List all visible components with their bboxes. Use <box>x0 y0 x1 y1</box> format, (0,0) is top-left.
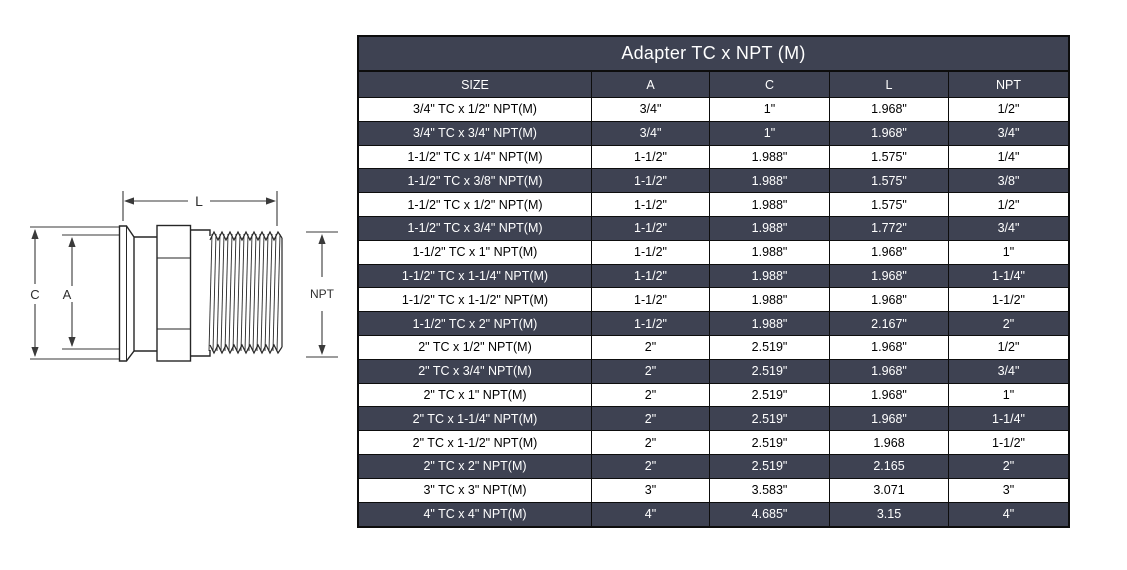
table-cell: 3.15 <box>830 503 949 527</box>
header-cell-npt: NPT <box>996 77 1021 92</box>
table-cell: 3" <box>592 479 710 502</box>
table-cell: 1" <box>710 122 830 145</box>
table-row <box>359 122 1068 146</box>
table-title: Adapter TC x NPT (M) <box>359 37 1068 72</box>
table-cell: 1.968" <box>830 336 949 359</box>
table-cell: 2" TC x 1/2" NPT(M) <box>359 336 592 359</box>
table-cell: 1-1/2" <box>592 193 710 216</box>
dim-label-l: L <box>195 193 203 209</box>
table-cell: 1-1/2" <box>992 292 1025 307</box>
table-row <box>359 288 1068 312</box>
table-cell: 4.685" <box>710 503 830 527</box>
table-row <box>359 407 1068 431</box>
table-cell: 4" <box>1002 507 1015 522</box>
npt-threads <box>209 232 282 353</box>
table-cell: 1" <box>710 98 830 121</box>
table-cell: 3" TC x 3" NPT(M) <box>359 479 592 502</box>
table-cell: 2.519" <box>710 336 830 359</box>
table-cell: 1.968" <box>830 98 949 121</box>
table-cell: 2" TC x 3/4" NPT(M) <box>359 360 592 383</box>
table-cell: 2" TC x 1" NPT(M) <box>359 384 592 407</box>
table-cell: 1.988" <box>710 193 830 216</box>
dim-label-npt: NPT <box>310 287 334 301</box>
table-cell: 1.988" <box>710 288 830 311</box>
table-cell: 1-1/2" TC x 2" NPT(M) <box>359 312 592 335</box>
table-cell: 1/2" <box>997 102 1020 117</box>
table-cell: 1.575" <box>830 146 949 169</box>
table-cell: 1-1/2" <box>592 288 710 311</box>
table-cell: 1/2" <box>997 340 1020 355</box>
table-cell: 1-1/2" <box>592 265 710 288</box>
table-cell: 1-1/2" <box>992 435 1025 450</box>
table-cell: 1.968 <box>830 431 949 454</box>
thread-step <box>191 230 211 356</box>
table-cell: 2.519" <box>710 431 830 454</box>
table-cell: 2" <box>1002 316 1015 331</box>
table-cell: 1-1/2" <box>592 312 710 335</box>
spec-table <box>357 35 1070 528</box>
table-body <box>359 98 1068 526</box>
table-row <box>359 146 1068 170</box>
table-cell: 1.772" <box>830 217 949 240</box>
table-cell: 2" <box>592 384 710 407</box>
table-cell: 1-1/2" <box>592 241 710 264</box>
table-cell: 1.968" <box>830 407 949 430</box>
table-cell: 2" TC x 1-1/2" NPT(M) <box>359 431 592 454</box>
table-row <box>359 431 1068 455</box>
table-row <box>359 455 1068 479</box>
table-header-row <box>359 72 1068 98</box>
table-cell: 3/4" <box>592 98 710 121</box>
table-cell: 1-1/2" TC x 1-1/4" NPT(M) <box>359 265 592 288</box>
table-cell: 1.988" <box>710 146 830 169</box>
table-cell: 4" <box>592 503 710 527</box>
table-cell: 2" TC x 2" NPT(M) <box>359 455 592 478</box>
table-cell: 1.575" <box>830 193 949 216</box>
table-row <box>359 169 1068 193</box>
header-cell-l: L <box>830 72 949 97</box>
table-row <box>359 336 1068 360</box>
table-cell: 3/4" <box>997 364 1020 379</box>
table-cell: 3.071 <box>830 479 949 502</box>
table-cell: 2.519" <box>710 384 830 407</box>
table-cell: 1-1/4" <box>992 268 1025 283</box>
table-cell: 1-1/2" <box>592 169 710 192</box>
table-cell: 1-1/2" TC x 3/4" NPT(M) <box>359 217 592 240</box>
table-cell: 2" TC x 1-1/4" NPT(M) <box>359 407 592 430</box>
table-cell: 1-1/2" TC x 1/4" NPT(M) <box>359 146 592 169</box>
adapter-technical-drawing <box>0 0 360 570</box>
table-cell: 3.583" <box>710 479 830 502</box>
dim-label-c: C <box>30 287 40 302</box>
neck <box>134 237 157 351</box>
table-cell: 1.988" <box>710 217 830 240</box>
table-cell: 4" TC x 4" NPT(M) <box>359 503 592 527</box>
table-cell: 1.575" <box>830 169 949 192</box>
table-cell: 1" <box>1002 387 1015 402</box>
header-cell-c: C <box>710 72 830 97</box>
table-cell: 3/4" <box>997 126 1020 141</box>
table-cell: 2" <box>592 336 710 359</box>
table-cell: 3/8" <box>997 173 1020 188</box>
table-cell: 1/4" <box>997 149 1020 164</box>
table-cell: 1.968" <box>830 288 949 311</box>
table-row <box>359 217 1068 241</box>
header-cell-size: SIZE <box>359 72 592 97</box>
table-cell: 2.519" <box>710 455 830 478</box>
table-cell: 1.968" <box>830 360 949 383</box>
table-cell: 2" <box>592 407 710 430</box>
table-row <box>359 503 1068 527</box>
table-cell: 2.167" <box>830 312 949 335</box>
table-cell: 1.968" <box>830 265 949 288</box>
table-cell: 2.165 <box>830 455 949 478</box>
table-cell: 3" <box>1002 483 1015 498</box>
table-cell: 2" <box>1002 459 1015 474</box>
table-row <box>359 193 1068 217</box>
table-cell: 2" <box>592 455 710 478</box>
table-cell: 2.519" <box>710 407 830 430</box>
table-cell: 1-1/2" <box>592 146 710 169</box>
table-cell: 1" <box>1002 245 1015 260</box>
table-cell: 1.988" <box>710 169 830 192</box>
dim-label-a: A <box>62 287 72 302</box>
table-cell: 3/4" <box>997 221 1020 236</box>
table-cell: 1-1/2" TC x 1-1/2" NPT(M) <box>359 288 592 311</box>
table-cell: 3/4" TC x 1/2" NPT(M) <box>359 98 592 121</box>
table-row <box>359 384 1068 408</box>
table-row <box>359 241 1068 265</box>
table-cell: 1-1/4" <box>992 411 1025 426</box>
table-cell: 1.988" <box>710 241 830 264</box>
table-cell: 3/4" <box>592 122 710 145</box>
table-row <box>359 360 1068 384</box>
table-row <box>359 312 1068 336</box>
table-cell: 1.968" <box>830 241 949 264</box>
table-cell: 1-1/2" TC x 3/8" NPT(M) <box>359 169 592 192</box>
table-cell: 2" <box>592 431 710 454</box>
table-cell: 2.519" <box>710 360 830 383</box>
table-cell: 1.968" <box>830 122 949 145</box>
table-cell: 3/4" TC x 3/4" NPT(M) <box>359 122 592 145</box>
collar <box>157 226 191 362</box>
table-row <box>359 479 1068 503</box>
table-cell: 1.988" <box>710 265 830 288</box>
table-cell: 1.988" <box>710 312 830 335</box>
table-cell: 2" <box>592 360 710 383</box>
table-row <box>359 98 1068 122</box>
table-cell: 1-1/2" <box>592 217 710 240</box>
table-cell: 1/2" <box>997 197 1020 212</box>
header-cell-a: A <box>592 72 710 97</box>
table-cell: 1-1/2" TC x 1" NPT(M) <box>359 241 592 264</box>
table-cell: 1.968" <box>830 384 949 407</box>
table-row <box>359 265 1068 289</box>
table-cell: 1-1/2" TC x 1/2" NPT(M) <box>359 193 592 216</box>
